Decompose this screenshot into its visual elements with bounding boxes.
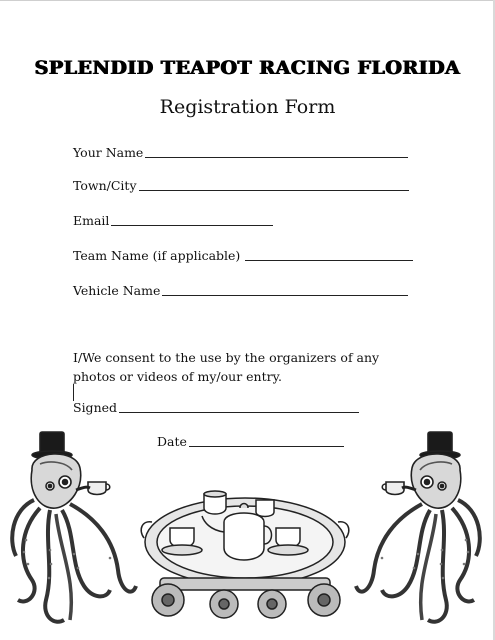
vehicle-name-field[interactable] (73, 283, 408, 298)
date-line[interactable] (189, 445, 344, 447)
consent-statement: I/We consent to the use by the organizers of any photos or videos of my/our entry. (73, 350, 380, 384)
octopus-with-top-hat-icon (352, 430, 482, 635)
vehicle-name-label: Vehicle Name (73, 283, 161, 298)
town-city-field[interactable] (73, 178, 409, 193)
email-field[interactable] (73, 213, 273, 228)
octopus-with-top-hat-icon (10, 430, 140, 635)
your-name-line[interactable] (145, 156, 408, 158)
town-city-line[interactable] (139, 189, 409, 191)
signed-field[interactable] (73, 400, 359, 415)
email-label: Email (73, 213, 110, 228)
town-city-label: Town/City (73, 178, 137, 193)
your-name-field[interactable] (73, 145, 408, 160)
vehicle-name-line[interactable] (162, 294, 408, 296)
tea-set-on-wheeled-tray-icon (140, 482, 350, 632)
date-label: Date (157, 434, 187, 449)
team-name-field[interactable] (73, 248, 413, 263)
page-top-edge (0, 0, 495, 1)
signed-label: Signed (73, 400, 118, 415)
date-field[interactable] (157, 434, 344, 449)
team-name-line[interactable] (245, 259, 413, 261)
team-name-label: Team Name (if applicable) (73, 248, 241, 263)
signed-line[interactable] (119, 411, 359, 413)
your-name-label: Your Name (73, 145, 144, 160)
text-cursor (73, 384, 74, 401)
form-subtitle: Registration Form (159, 96, 336, 118)
form-title: SPLENDID TEAPOT RACING FLORIDA (34, 57, 461, 79)
email-line[interactable] (111, 224, 273, 226)
